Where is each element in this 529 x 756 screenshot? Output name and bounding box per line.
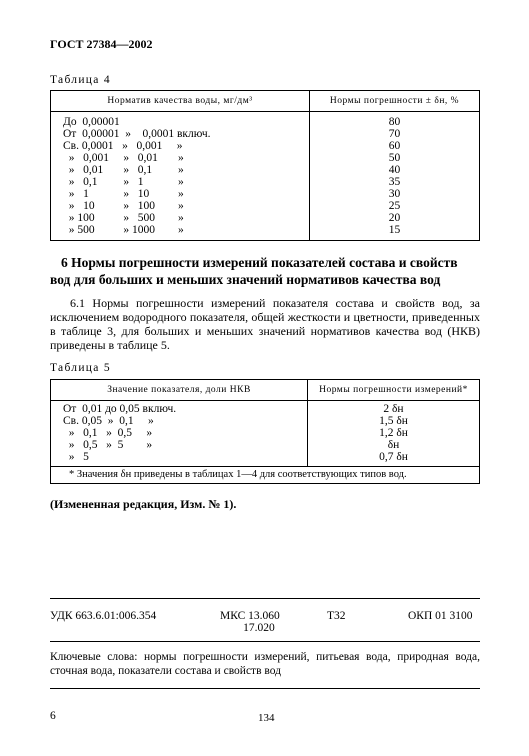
footer-rule-bottom — [50, 688, 480, 689]
table4-left-row: » 10 » 100 » — [63, 200, 184, 212]
table4-right-row: 80 — [388, 116, 401, 128]
document-header: ГОСТ 27384—2002 — [50, 37, 153, 51]
table4-right-row: 25 — [388, 200, 401, 212]
table4-right-cell — [310, 112, 480, 241]
table4-left-row: » 0,1 » 1 » — [63, 176, 184, 188]
mks-code: МКС 13.060 17.020 — [220, 610, 280, 634]
table4-left-row: От 0,00001 » 0,0001 включ. — [63, 128, 211, 140]
table4-caption: Таблица 4 — [50, 74, 111, 86]
page-number-left: 6 — [50, 710, 56, 722]
table5-col1-header: Значение показателя, доли НКВ — [51, 380, 308, 401]
table4-left-row: До 0,00001 — [63, 116, 120, 128]
table5-left-row: » 5 — [63, 451, 89, 463]
keywords: Ключевые слова: нормы погрешности измерений, питьевая вода, природная вода, сточная вода, показатели состава и свойств вод — [50, 651, 480, 677]
table5-col2-header: Нормы погрешности измерений* — [308, 380, 480, 401]
footer-rule-top — [50, 598, 480, 599]
footer-rule-middle — [50, 641, 480, 642]
table5-right-row: 2 δн — [383, 403, 404, 415]
table5-right-row: 1,5 δн — [379, 415, 408, 427]
table5 — [50, 379, 480, 484]
table4-left-cell — [51, 112, 310, 241]
table4-left-row: Св. 0,0001 » 0,001 » — [63, 140, 183, 152]
table4-right-row: 30 — [388, 188, 401, 200]
table4-col2-header: Нормы погрешности ± δн, % — [310, 91, 480, 112]
table4-right-row: 50 — [388, 152, 401, 164]
table4-right-row: 20 — [388, 212, 401, 224]
table4 — [50, 90, 480, 241]
table4-right-row: 60 — [388, 140, 401, 152]
table4-left-row: » 0,001 » 0,01 » — [63, 152, 184, 164]
page-number-center: 134 — [258, 712, 275, 724]
table4-right-row: 35 — [388, 176, 401, 188]
paragraph-6-1: 6.1 Нормы погрешности измерений показателя состава и свойств вод, за исключением водородного показателя, общей жесткости и цветности, приведенных в таблице 3, для больших и меньших значений нормативов качества вод (НКВ) приведены в таблице 5. — [50, 296, 480, 352]
table4-right-row: 40 — [388, 164, 401, 176]
table5-right-row: δн — [387, 439, 400, 451]
amendment-note: (Измененная редакция, Изм. № 1). — [50, 497, 237, 511]
table5-right-row: 0,7 δн — [379, 451, 408, 463]
table5-left-row: » 0,1 » 0,5 » — [63, 427, 153, 439]
table5-left-row: От 0,01 до 0,05 включ. — [63, 403, 177, 415]
table5-left-row: Св. 0,05 » 0,1 » — [63, 415, 154, 427]
t-code: Т32 — [327, 610, 346, 622]
table5-left-cell — [51, 401, 308, 467]
table5-footnote: * Значения δн приведены в таблицах 1—4 для соответствующих типов вод. — [51, 467, 480, 484]
table4-left-row: » 500 » 1000 » — [63, 224, 184, 236]
table4-right-row: 70 — [388, 128, 401, 140]
table5-right-row: 1,2 δн — [379, 427, 408, 439]
table5-left-row: » 0,5 » 5 » — [63, 439, 153, 451]
section-6-heading: 6 Нормы погрешности измерений показателей состава и свойств вод для больших и меньших значений нормативов качества вод — [50, 255, 458, 287]
table4-col1-header: Норматив качества воды, мг/дм³ — [51, 91, 310, 112]
table4-left-row: » 0,01 » 0,1 » — [63, 164, 184, 176]
table5-right-cell — [308, 401, 480, 467]
udk-code: УДК 663.6.01:006.354 — [50, 610, 157, 622]
table4-left-row: » 100 » 500 » — [63, 212, 184, 224]
table4-right-row: 15 — [388, 224, 401, 236]
okp-code: ОКП 01 3100 — [408, 610, 473, 622]
table5-caption: Таблица 5 — [50, 362, 111, 374]
table4-left-row: » 1 » 10 » — [63, 188, 184, 200]
